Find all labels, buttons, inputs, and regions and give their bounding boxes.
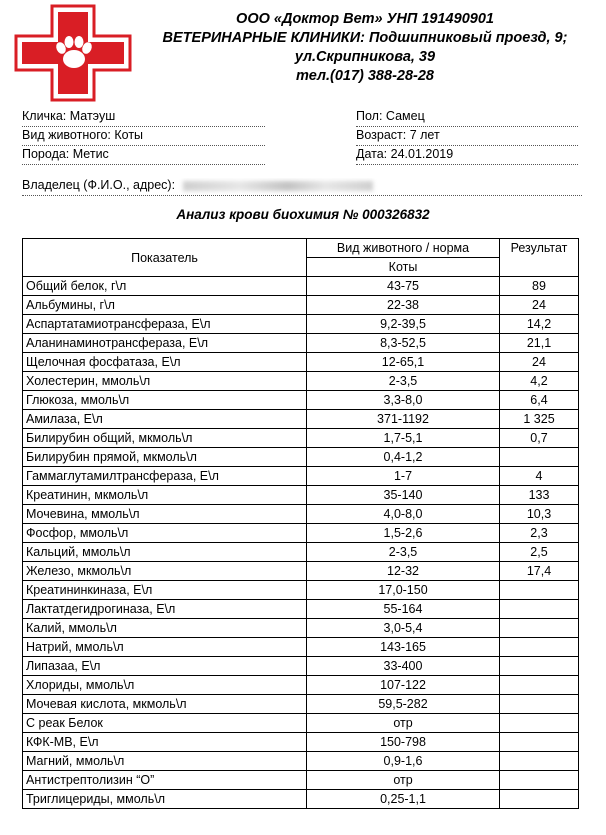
table-row	[23, 676, 579, 695]
row-result	[500, 752, 579, 771]
table-row	[23, 410, 579, 429]
table-row	[23, 562, 579, 581]
table-row	[23, 619, 579, 638]
patient-info-right	[356, 108, 578, 165]
header-species: Коты	[307, 258, 500, 277]
row-norm: 43-75	[307, 277, 500, 296]
table-row	[23, 448, 579, 467]
owner-label: Владелец (Ф.И.О., адрес):	[22, 178, 176, 192]
row-norm: 0,25-1,1	[307, 790, 500, 809]
row-result	[500, 638, 579, 657]
row-indicator: Железо, мкмоль\л	[23, 562, 307, 581]
row-norm: 35-140	[307, 486, 500, 505]
table-row	[23, 752, 579, 771]
row-result	[500, 771, 579, 790]
patient-name: Кличка: Матэуш	[22, 108, 265, 127]
row-norm: 17,0-150	[307, 581, 500, 600]
row-result: 1 325	[500, 410, 579, 429]
row-indicator: Общий белок, г\л	[23, 277, 307, 296]
row-norm: 12-65,1	[307, 353, 500, 372]
row-norm: 1,7-5,1	[307, 429, 500, 448]
clinic-address-line2: ул.Скрипникова, 39	[294, 49, 436, 65]
row-norm: 9,2-39,5	[307, 315, 500, 334]
row-norm: 12-32	[307, 562, 500, 581]
clinic-address-line1: ВЕТЕРИНАРНЫЕ КЛИНИКИ: Подшипниковый проезд, 9;	[162, 30, 568, 46]
row-indicator: Хлориды, ммоль\л	[23, 676, 307, 695]
row-result	[500, 448, 579, 467]
table-row	[23, 524, 579, 543]
row-result: 24	[500, 353, 579, 372]
row-norm: отр	[307, 771, 500, 790]
patient-sex: Пол: Самец	[356, 108, 578, 127]
row-norm: 4,0-8,0	[307, 505, 500, 524]
row-result	[500, 600, 579, 619]
row-indicator: Липазаа, Е\л	[23, 657, 307, 676]
row-norm: 1,5-2,6	[307, 524, 500, 543]
table-row	[23, 600, 579, 619]
analysis-date: Дата: 24.01.2019	[356, 146, 578, 165]
row-result: 2,3	[500, 524, 579, 543]
row-result: 0,7	[500, 429, 579, 448]
row-result: 4,2	[500, 372, 579, 391]
row-result: 133	[500, 486, 579, 505]
table-row	[23, 429, 579, 448]
row-result	[500, 676, 579, 695]
row-indicator: Фосфор, ммоль\л	[23, 524, 307, 543]
row-result: 6,4	[500, 391, 579, 410]
row-indicator: Амилаза, Е\л	[23, 410, 307, 429]
row-indicator: Кальций, ммоль\л	[23, 543, 307, 562]
row-result	[500, 581, 579, 600]
table-row	[23, 714, 579, 733]
row-indicator: Креатининкиназа, Е\л	[23, 581, 307, 600]
row-norm: отр	[307, 714, 500, 733]
row-result	[500, 657, 579, 676]
row-norm: 59,5-282	[307, 695, 500, 714]
table-row	[23, 467, 579, 486]
row-indicator: Гаммаглутамилтрансфераза, Е\л	[23, 467, 307, 486]
row-norm: 3,3-8,0	[307, 391, 500, 410]
row-indicator: Щелочная фосфатаза, Е\л	[23, 353, 307, 372]
row-indicator: Мочевая кислота, мкмоль\л	[23, 695, 307, 714]
table-row	[23, 790, 579, 809]
row-norm: 2-3,5	[307, 543, 500, 562]
patient-age: Возраст: 7 лет	[356, 127, 578, 146]
clinic-phone: тел.(017) 388-28-28	[296, 68, 434, 84]
row-indicator: Натрий, ммоль\л	[23, 638, 307, 657]
row-result	[500, 790, 579, 809]
patient-info-left	[22, 108, 265, 165]
owner-redacted	[183, 181, 373, 191]
row-indicator: Триглицериды, ммоль\л	[23, 790, 307, 809]
row-result: 2,5	[500, 543, 579, 562]
table-row	[23, 581, 579, 600]
report-title: Анализ крови биохимия № 000326832	[176, 207, 430, 222]
row-indicator: С реак Белок	[23, 714, 307, 733]
table-row	[23, 296, 579, 315]
row-indicator: Магний, ммоль\л	[23, 752, 307, 771]
row-result: 21,1	[500, 334, 579, 353]
clinic-header	[130, 10, 600, 86]
owner-row	[22, 178, 582, 196]
row-result: 4	[500, 467, 579, 486]
table-row	[23, 505, 579, 524]
row-indicator: Глюкоза, ммоль\л	[23, 391, 307, 410]
clinic-name: ООО «Доктор Вет» УНП 191490901	[236, 11, 494, 27]
row-result: 14,2	[500, 315, 579, 334]
row-norm: 0,9-1,6	[307, 752, 500, 771]
row-indicator: Мочевина, ммоль\л	[23, 505, 307, 524]
table-row	[23, 657, 579, 676]
header-norm: Вид животного / норма	[307, 239, 500, 258]
row-result	[500, 695, 579, 714]
row-norm: 143-165	[307, 638, 500, 657]
table-row	[23, 353, 579, 372]
row-result	[500, 733, 579, 752]
table-row	[23, 315, 579, 334]
table-row	[23, 486, 579, 505]
row-result	[500, 619, 579, 638]
table-row	[23, 391, 579, 410]
results-table	[22, 238, 579, 809]
row-indicator: Калий, ммоль\л	[23, 619, 307, 638]
row-norm: 107-122	[307, 676, 500, 695]
row-indicator: Аспартатамиотрансфераза, Е\л	[23, 315, 307, 334]
table-row	[23, 277, 579, 296]
header-indicator: Показатель	[23, 239, 307, 277]
table-row	[23, 638, 579, 657]
row-indicator: Билирубин прямой, мкмоль\л	[23, 448, 307, 467]
row-norm: 371-1192	[307, 410, 500, 429]
row-norm: 0,4-1,2	[307, 448, 500, 467]
row-norm: 33-400	[307, 657, 500, 676]
row-indicator: Холестерин, ммоль\л	[23, 372, 307, 391]
row-indicator: Лактатдегидрогиназа, Е\л	[23, 600, 307, 619]
table-header-row	[23, 239, 579, 258]
row-indicator: Аланинаминотрансфераза, Е\л	[23, 334, 307, 353]
row-indicator: Альбумины, г\л	[23, 296, 307, 315]
row-result: 24	[500, 296, 579, 315]
row-norm: 55-164	[307, 600, 500, 619]
row-result: 89	[500, 277, 579, 296]
table-row	[23, 695, 579, 714]
row-result: 17,4	[500, 562, 579, 581]
clinic-logo-icon	[14, 4, 132, 102]
table-row	[23, 543, 579, 562]
row-indicator: Антистрептолизин “О”	[23, 771, 307, 790]
row-indicator: КФК-МВ, Е\л	[23, 733, 307, 752]
row-norm: 8,3-52,5	[307, 334, 500, 353]
table-row	[23, 733, 579, 752]
table-row	[23, 771, 579, 790]
row-result: 10,3	[500, 505, 579, 524]
row-norm: 22-38	[307, 296, 500, 315]
table-row	[23, 334, 579, 353]
row-norm: 2-3,5	[307, 372, 500, 391]
patient-breed: Порода: Метис	[22, 146, 265, 165]
patient-species: Вид животного: Коты	[22, 127, 265, 146]
row-indicator: Билирубин общий, мкмоль\л	[23, 429, 307, 448]
row-norm: 3,0-5,4	[307, 619, 500, 638]
row-norm: 150-798	[307, 733, 500, 752]
header-result: Результат	[500, 239, 579, 277]
row-indicator: Креатинин, мкмоль\л	[23, 486, 307, 505]
table-row	[23, 372, 579, 391]
row-result	[500, 714, 579, 733]
row-norm: 1-7	[307, 467, 500, 486]
